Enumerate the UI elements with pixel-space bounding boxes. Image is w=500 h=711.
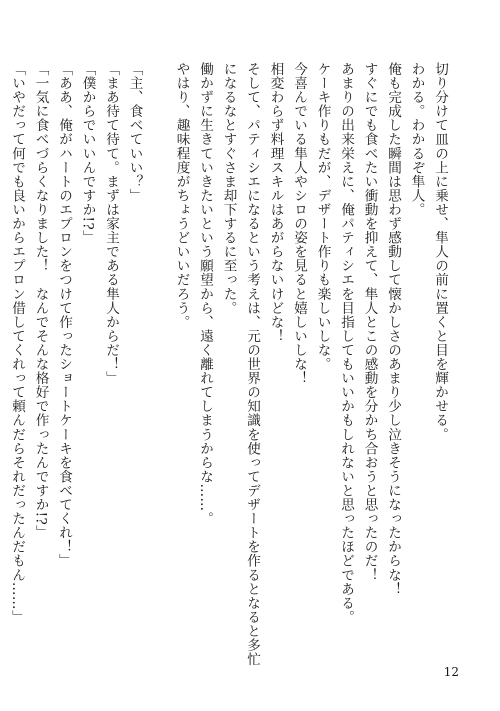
text-line: すぐにでも食べたい衝動を抑えて、隼人とこの感動を分かち合おうと思ったのだ！ [361, 62, 378, 582]
dialogue-line: 「ああ、俺がハートのエプロンをつけて作ったショートケーキを食べてくれ！」 [56, 62, 72, 568]
text-line: 相変わらず料理スキルはあがらないけどな！ [267, 62, 284, 343]
text-line: になるなとすぐさま却下するに至った。 [220, 62, 237, 315]
dialogue-line: 「主、食べていい？」 [126, 62, 143, 203]
dialogue-line: 「僕からでいいんですか!?」 [79, 62, 96, 245]
text-line: あまりの出来栄えに、俺パティシエを目指してもいいかもしれないと思ったほどである。 [338, 62, 354, 624]
text-line: ケーキ作りもだが、デザート作りも楽しいしな。 [314, 62, 331, 372]
body-text [9, 62, 451, 667]
text-line: わかる。わかるぞ隼人。 [408, 62, 425, 217]
text-line: そして、パティシエになるという考えは、元の世界の知識を使ってデザートを作るとなると多忙 [244, 62, 260, 667]
dialogue-line: 「一気に食べづらくなりました！ なんでそんな格好で作ったんですか!?」 [32, 62, 49, 540]
dialogue-line: 「まあ待て待て。まずは家主である隼人からだ！」 [103, 62, 119, 386]
text-line: やはり、趣味程度がちょうどいいだろう。 [173, 62, 190, 329]
text-line: 俺も完成した瞬間は思わず感動して懐かしさのあまり少し泣きそうになったからな！ [385, 62, 401, 596]
blank-line [146, 62, 170, 622]
page-number: 12 [443, 665, 459, 679]
text-line: 切り分けて皿の上に乗せ、隼人の前に置くと目を輝かせる。 [432, 62, 448, 442]
text-line: 今喜んでいる隼人やシロの姿を見ると嬉しいしな！ [291, 62, 307, 386]
text-line: 働かずに生きていきたいという願望から、遠く離れてしまうからな……。 [197, 62, 213, 526]
dialogue-line: 「いやだって何でも良いからエプロン借してくれって頼んだらそれだったんだもん……」 [9, 62, 25, 624]
